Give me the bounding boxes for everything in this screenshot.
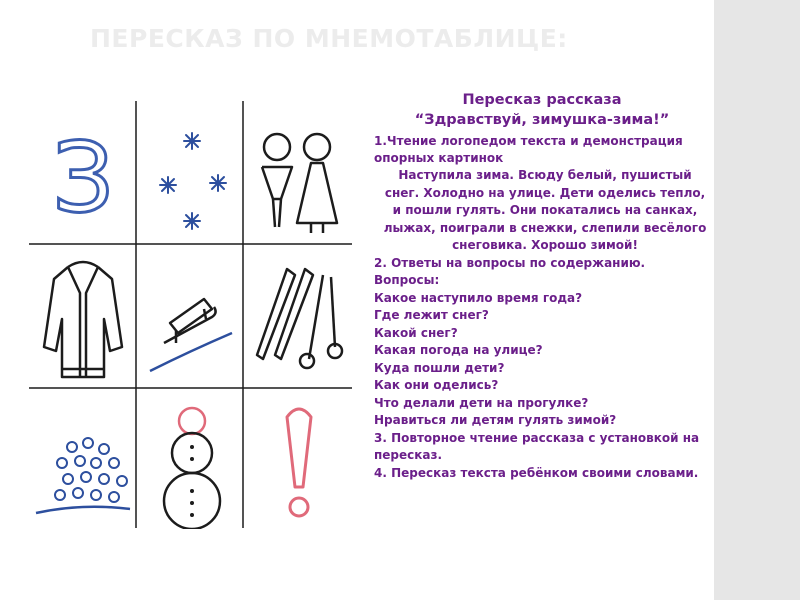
right-side-bar	[714, 0, 800, 600]
question-item: Нравиться ли детям гулять зимой?	[374, 413, 617, 427]
question-item: Какой снег?	[374, 325, 458, 340]
question-item: Какое наступило время года?	[374, 290, 583, 305]
question-item: Что делали дети на прогулке?	[374, 395, 589, 410]
step-4: 4. Пересказ текста ребёнком своими словами.	[374, 465, 699, 480]
mnemonic-table	[25, 97, 354, 530]
question-item: Куда пошли дети?	[374, 360, 505, 375]
question-item: Где лежит снег?	[374, 308, 489, 322]
step-2: 2. Ответы на вопросы по содержанию.	[374, 255, 646, 270]
step-3: 3. Повторное чтение рассказа с установкой на пересказ.	[374, 430, 700, 462]
step-1: 1.Чтение логопедом текста и демонстрация опорных картинок	[374, 134, 683, 165]
questions-label: Вопросы:	[374, 273, 440, 287]
heading-retelling: Пересказ рассказа	[462, 92, 622, 108]
grid-lines	[25, 97, 354, 530]
slide-title: ПЕРЕСКАЗ ПО МНЕМОТАБЛИЦЕ:	[90, 24, 568, 53]
questions-list	[374, 290, 710, 430]
retelling-plan	[374, 90, 710, 482]
question-item: Как они оделись?	[374, 378, 499, 392]
question-item: Какая погода на улице?	[374, 343, 543, 357]
heading-story-title: “Здравствуй, зимушка-зима!”	[414, 112, 670, 128]
letter-z-glyph: З	[52, 122, 114, 234]
story-text: Наступила зима. Всюду белый, пушистый снег. Холодно на улице. Дети оделись тепло, и пошли гулять. Они покатались на санках, лыжах, поиграли в снежки, слепили весёлого снеговика. Хорошо зимой!	[383, 168, 707, 252]
